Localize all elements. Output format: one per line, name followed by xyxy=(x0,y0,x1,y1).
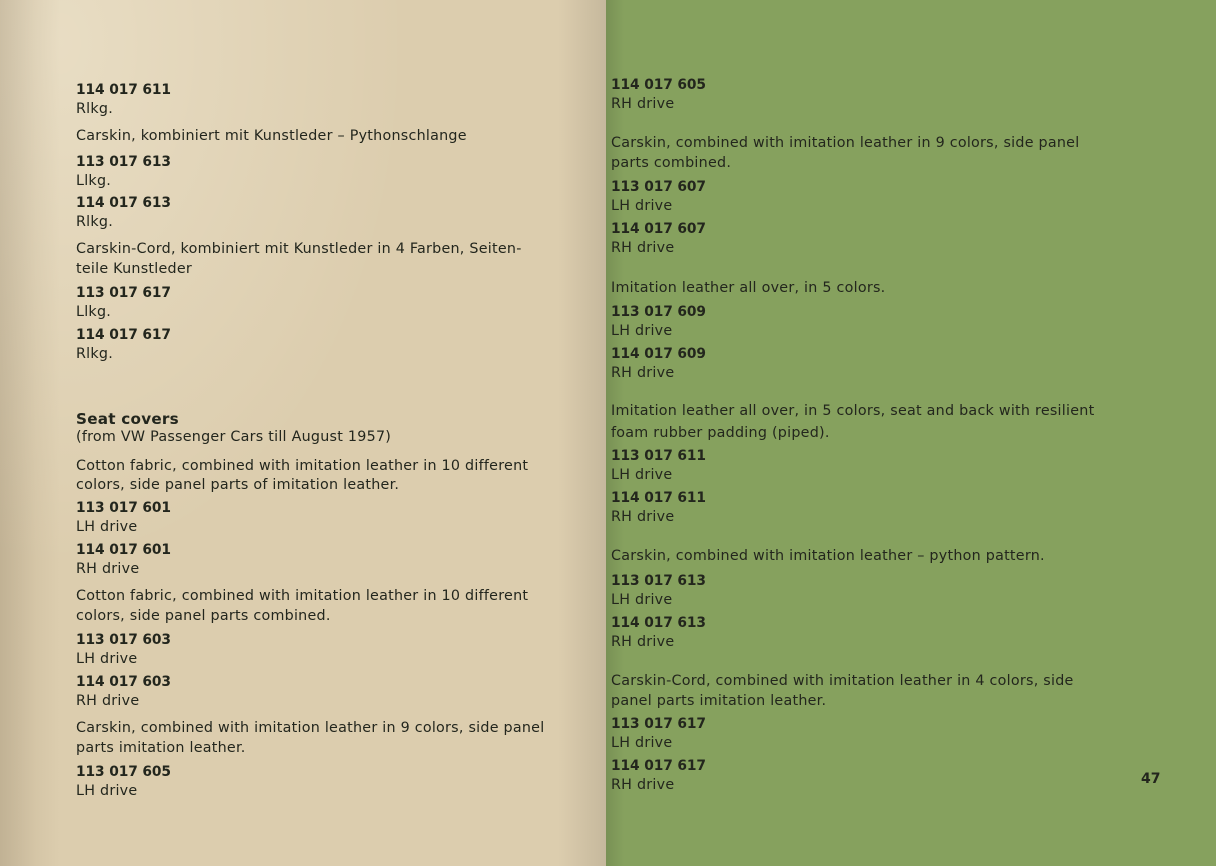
part-number: 114 017 601 xyxy=(76,542,171,558)
description-line: colors, side panel parts of imitation leather. xyxy=(76,477,400,493)
drive-label: RH drive xyxy=(76,693,140,709)
drive-label: LH drive xyxy=(611,198,673,214)
part-number: 113 017 609 xyxy=(611,304,706,320)
part-number: 114 017 611 xyxy=(611,490,706,506)
page-number: 47 xyxy=(1141,771,1161,787)
part-number: 114 017 617 xyxy=(611,758,706,774)
part-number: 114 017 605 xyxy=(611,77,706,93)
drive-label: LH drive xyxy=(611,467,673,483)
description-line: parts imitation leather. xyxy=(76,740,246,756)
description-line: Carskin, combined with imitation leather in 9 colors, side panel xyxy=(611,135,1080,151)
part-number: 113 017 611 xyxy=(611,448,706,464)
drive-label: RH drive xyxy=(76,561,140,577)
description-line: Cotton fabric, combined with imitation leather in 10 different xyxy=(76,588,529,604)
drive-label: RH drive xyxy=(611,634,675,650)
description-line: Cotton fabric, combined with imitation leather in 10 different xyxy=(76,458,529,474)
drive-label: Llkg. xyxy=(76,173,112,189)
part-number: 114 017 611 xyxy=(76,82,171,98)
part-number: 114 017 607 xyxy=(611,221,706,237)
part-number: 114 017 609 xyxy=(611,346,706,362)
description-line: Carskin, combined with imitation leather in 9 colors, side panel xyxy=(76,720,545,736)
section-subheading: (from VW Passenger Cars till August 1957) xyxy=(76,429,392,445)
drive-label: Rlkg. xyxy=(76,214,114,230)
drive-label: LH drive xyxy=(611,323,673,339)
description-line: teile Kunstleder xyxy=(76,261,193,277)
drive-label: RH drive xyxy=(611,509,675,525)
part-number: 114 017 613 xyxy=(611,615,706,631)
part-number: 114 017 603 xyxy=(76,674,171,690)
drive-label: RH drive xyxy=(611,777,675,793)
part-number: 113 017 617 xyxy=(76,285,171,301)
drive-label: RH drive xyxy=(611,96,675,112)
drive-label: Rlkg. xyxy=(76,346,114,362)
part-number: 113 017 617 xyxy=(611,716,706,732)
description-line: Carskin-Cord, kombiniert mit Kunstleder in 4 Farben, Seiten- xyxy=(76,241,522,257)
description-line: panel parts imitation leather. xyxy=(611,693,827,709)
description-line: foam rubber padding (piped). xyxy=(611,425,830,441)
section-heading: Seat covers xyxy=(76,410,179,428)
drive-label: LH drive xyxy=(76,783,138,799)
description-line: colors, side panel parts combined. xyxy=(76,608,331,624)
drive-label: LH drive xyxy=(76,651,138,667)
part-number: 113 017 605 xyxy=(76,764,171,780)
description-line: Imitation leather all over, in 5 colors. xyxy=(611,280,886,296)
part-number: 113 017 603 xyxy=(76,632,171,648)
description-line: Carskin-Cord, combined with imitation leather in 4 colors, side xyxy=(611,673,1074,689)
drive-label: RH drive xyxy=(611,365,675,381)
description-line: Carskin, kombiniert mit Kunstleder – Pythonschlange xyxy=(76,128,467,144)
drive-label: LH drive xyxy=(611,735,673,751)
description-line: parts combined. xyxy=(611,155,732,171)
part-number: 113 017 607 xyxy=(611,179,706,195)
part-number: 114 017 617 xyxy=(76,327,171,343)
description-line: Carskin, combined with imitation leather – python pattern. xyxy=(611,548,1045,564)
description-line: Imitation leather all over, in 5 colors, seat and back with resilient xyxy=(611,403,1095,419)
drive-label: Llkg. xyxy=(76,304,112,320)
part-number: 113 017 613 xyxy=(76,154,171,170)
drive-label: LH drive xyxy=(76,519,138,535)
part-number: 113 017 601 xyxy=(76,500,171,516)
drive-label: LH drive xyxy=(611,592,673,608)
part-number: 113 017 613 xyxy=(611,573,706,589)
drive-label: Rlkg. xyxy=(76,101,114,117)
part-number: 114 017 613 xyxy=(76,195,171,211)
drive-label: RH drive xyxy=(611,240,675,256)
